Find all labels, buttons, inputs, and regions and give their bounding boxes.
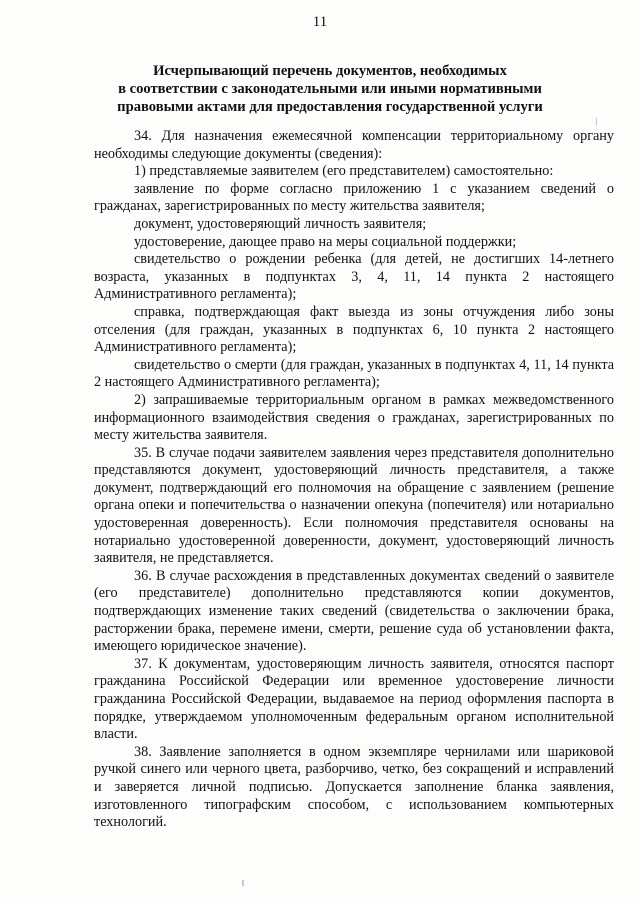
paragraph-36: 36. В случае расхождения в представленных документах сведений о заявителе (его представителе) дополнительно представляются копии документов, подтверждающих изменение таких сведений (свидетельства о заключении брака, расторжении брака, перемене имени, смерти, решение суда об установлении факта, имеющего юридическое значение). <box>94 567 614 655</box>
document-body <box>94 128 614 832</box>
paragraph-identity-document: документ, удостоверяющий личность заявителя; <box>134 215 427 232</box>
scan-speck <box>242 880 244 886</box>
paragraph-item-1: 1) представляемые заявителем (его представителем) самостоятельно: <box>134 163 554 180</box>
paragraph-34-intro: 34. Для назначения ежемесячной компенсации территориальному органу необходимы следующие документы (сведения): <box>94 128 614 162</box>
paragraph-item-2: 2) запрашиваемые территориальным органом в рамках межведомственного информационного взаимодействия сведения о гражданах, зарегистрированных по месту жительства заявителя. <box>94 391 614 444</box>
heading-line-3: правовыми актами для предоставления государственной услуги <box>117 99 543 115</box>
scan-speck <box>596 118 597 126</box>
heading-line-2: в соответствии с законодательными или иными нормативными <box>118 81 542 97</box>
paragraph-support-certificate: удостоверение, дающее право на меры социальной поддержки; <box>134 233 517 250</box>
paragraph-35: 35. В случае подачи заявителем заявления через представителя дополнительно представляются документ, удостоверяющий личность представителя, а также документ, подтверждающий его полномочия на обращение с заявлением (решение органа опеки и попечительства о назначении опекуна (попечителя) или нотариально удостоверенная доверенность). Если полномочия представителя основаны на нотариально удостоверенной доверенности, документ, удостоверяющий личность заявителя, не представляется. <box>94 444 614 567</box>
paragraph-death-certificate: свидетельство о смерти (для граждан, указанных в подпунктах 4, 11, 14 пункта 2 настоящего Административного регламента); <box>94 356 614 391</box>
paragraph-exclusion-zone-certificate: справка, подтверждающая факт выезда из зоны отчуждения либо зоны отселения (для граждан, указанных в подпунктах 6, 10 пункта 2 настоящего Административного регламента); <box>94 303 614 356</box>
heading-line-1: Исчерпывающий перечень документов, необходимых <box>153 63 507 79</box>
paragraph-birth-certificate: свидетельство о рождении ребенка (для детей, не достигших 14-летнего возраста, указанных в подпунктах 3, 4, 11, 14 пункта 2 настоящего Административного регламента); <box>94 251 614 303</box>
section-heading <box>80 62 580 116</box>
page-number: 11 <box>312 14 328 30</box>
paragraph-37: 37. К документам, удостоверяющим личность заявителя, относятся паспорт гражданина Российской Федерации или временное удостоверение личности гражданина Российской Федерации, выдаваемое на период оформления паспорта в порядке, утверждаемом уполномоченным федеральным органом исполнительной власти. <box>94 655 614 743</box>
paragraph-38: 38. Заявление заполняется в одном экземпляре чернилами или шариковой ручкой синего или черного цвета, разборчиво, четко, без сокращений и исправлений и заверяется личной подписью. Допускается заполнение бланка заявления, изготовленного типографским способом, с использованием компьютерных технологий. <box>94 743 614 831</box>
paragraph-application-form: заявление по форме согласно приложению 1 с указанием сведений о гражданах, зарегистрированных по месту жительства заявителя; <box>94 180 614 215</box>
